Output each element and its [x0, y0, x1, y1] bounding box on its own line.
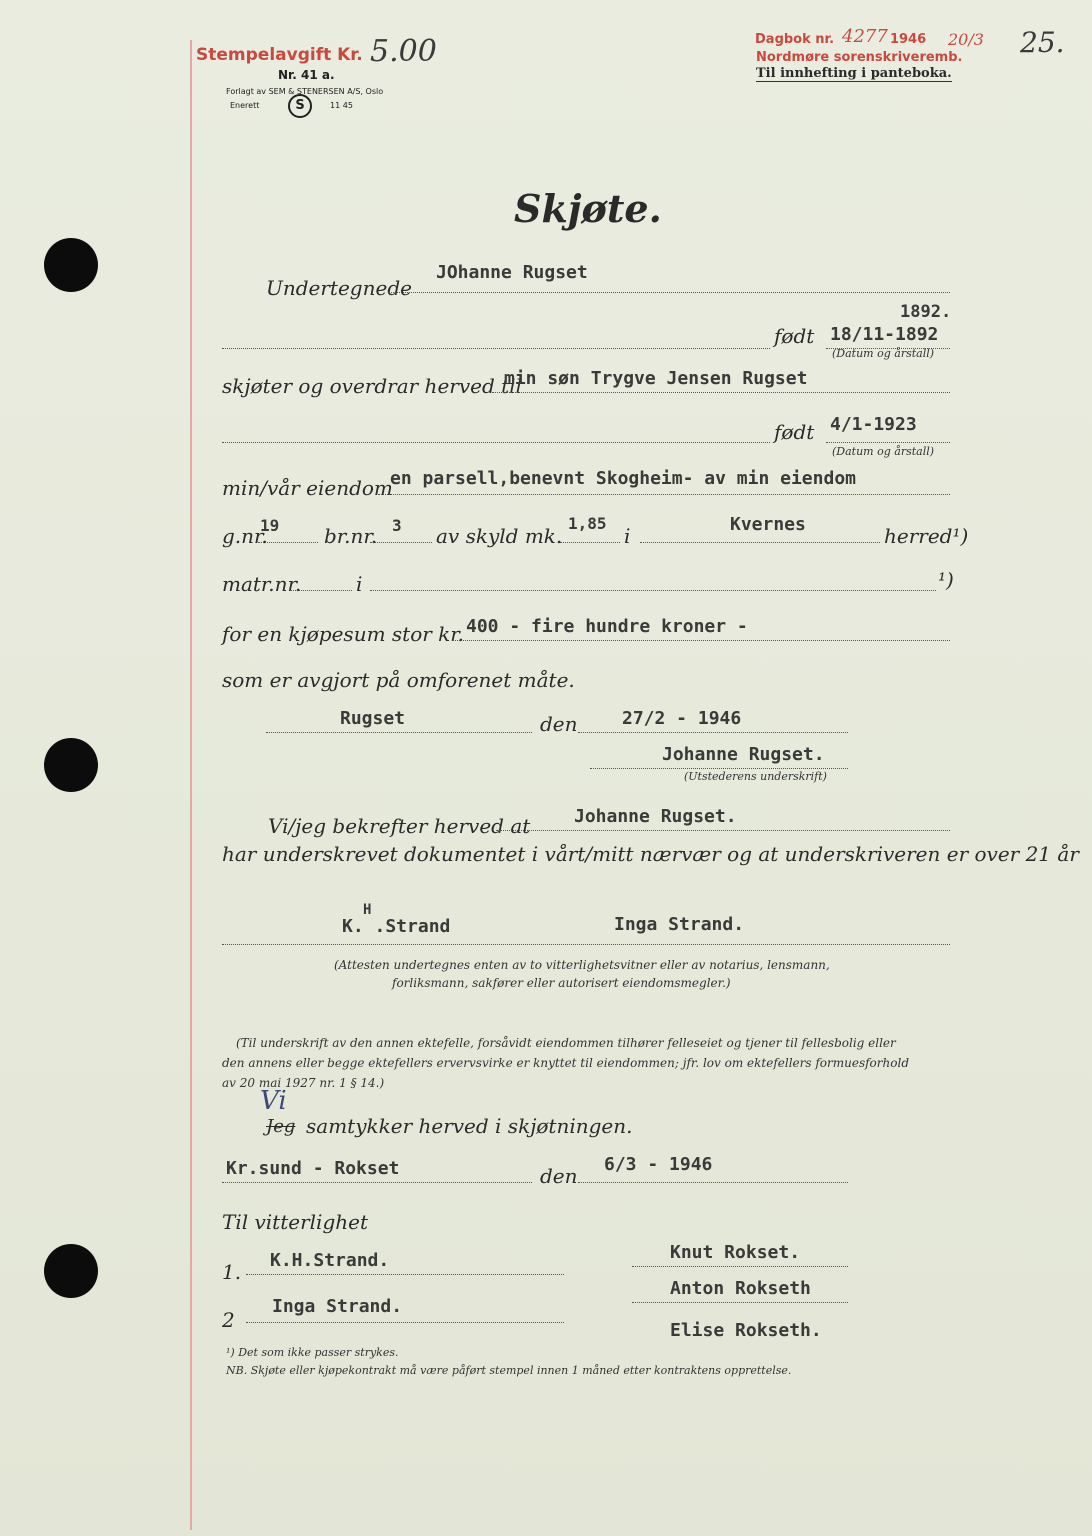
- dotted-line: [246, 1322, 564, 1323]
- seller-born-label: født: [774, 324, 815, 348]
- witness-number-1: 1.: [222, 1260, 242, 1284]
- dotted-line: [826, 442, 950, 443]
- i-label: i: [624, 524, 631, 548]
- property-value: en parsell,benevnt Skogheim- av min eiendom: [390, 468, 856, 489]
- consent-correction: Vi: [260, 1086, 287, 1116]
- brnr-label: br.nr.: [324, 524, 378, 548]
- dotted-line: [246, 1274, 564, 1275]
- signing-den: den: [540, 712, 578, 736]
- property-label: min/vår eiendom: [222, 476, 393, 500]
- signature-hint: (Utstederens underskrift): [684, 770, 827, 783]
- dotted-line: [290, 590, 352, 591]
- attest-label: Vi/jeg bekrefter herved at: [268, 814, 531, 838]
- herred-value: Kvernes: [730, 514, 806, 535]
- dotted-line: [266, 732, 532, 733]
- dotted-line: [632, 1302, 848, 1303]
- buyer-born-value: 4/1-1923: [830, 414, 917, 435]
- seller-born-correction: 1892.: [900, 302, 952, 322]
- price-value: 400 - fire hundre kroner -: [466, 616, 748, 637]
- dotted-line: [632, 1266, 848, 1267]
- date-hint: (Datum og årstall): [832, 445, 935, 458]
- dotted-line: [222, 944, 950, 945]
- transfer-value: min søn Trygve Jensen Rugset: [504, 368, 808, 389]
- signature: Johanne Rugset.: [662, 744, 825, 765]
- dagbok-date: 20/3: [948, 30, 984, 49]
- consent-place: Kr.sund - Rokset: [226, 1158, 400, 1179]
- dotted-line: [370, 590, 936, 591]
- matr-suffix: ¹): [938, 568, 954, 592]
- footnote-2: NB. Skjøte eller kjøpekontrakt må være påført stempel innen 1 måned etter kontraktens opprettelse.: [226, 1364, 792, 1377]
- transfer-label: skjøter og overdrar herved til: [222, 374, 522, 398]
- undertegnede-label: Undertegnede: [266, 276, 412, 300]
- signatory-2: Anton Rokseth: [670, 1278, 811, 1299]
- seller-born-value: 18/11-1892: [830, 324, 939, 345]
- settled-text: som er avgjort på omforenet måte.: [222, 668, 575, 692]
- matr-i-label: i: [356, 572, 363, 596]
- attest-witness2: Inga Strand.: [614, 914, 745, 935]
- stamp-amount: 5.00: [370, 34, 437, 69]
- rights: Enerett: [230, 101, 260, 110]
- attest-witness1-mark: H: [363, 902, 372, 918]
- signatory-1: Knut Rokset.: [670, 1242, 801, 1263]
- dotted-line: [560, 542, 620, 543]
- publisher: Forlagt av SEM & STENERSEN A/S, Oslo: [226, 87, 384, 96]
- witness-2: Inga Strand.: [272, 1296, 403, 1317]
- dotted-line: [222, 442, 770, 443]
- spouse-note-2: den annens eller begge ektefellers ervervsvirke er knyttet til eiendommen; jfr. lov om ektefellers formuesforhold: [222, 1056, 909, 1070]
- consent-den: den: [540, 1164, 578, 1188]
- brnr-value: 3: [392, 516, 402, 535]
- office-name: Nordmøre sorenskriveremb.: [756, 50, 963, 65]
- attest-note-2: forliksmann, sakfører eller autorisert eiendomsmegler.): [392, 976, 731, 990]
- form-number: Nr. 41 a.: [278, 68, 335, 82]
- signatory-3: Elise Rokseth.: [670, 1320, 822, 1341]
- price-label: for en kjøpesum stor kr.: [222, 622, 465, 646]
- date-hint: (Datum og årstall): [832, 347, 935, 360]
- date-code: 11 45: [330, 101, 353, 110]
- dotted-line: [258, 542, 318, 543]
- dotted-line: [640, 542, 880, 543]
- matr-label: matr.nr.: [222, 572, 302, 596]
- stamp-title: Stempelavgift Kr.: [196, 45, 363, 65]
- punch-hole: [44, 1244, 98, 1298]
- skyld-label: av skyld mk.: [436, 524, 563, 548]
- spouse-note-3: av 20 mai 1927 nr. 1 § 14.): [222, 1076, 385, 1090]
- dagbok-number: 4277: [842, 26, 888, 47]
- consent-text: samtykker herved i skjøtningen.: [306, 1114, 633, 1138]
- dotted-line: [452, 640, 950, 641]
- dotted-line: [578, 1182, 848, 1183]
- dotted-line: [496, 830, 950, 831]
- dagbok-time: 25.: [1020, 26, 1065, 59]
- witnesses-label: Til vitterlighet: [222, 1210, 369, 1234]
- consent-struck: Jeg: [266, 1116, 296, 1137]
- punch-hole: [44, 738, 98, 792]
- dotted-line: [388, 292, 950, 293]
- skyld-value: 1,85: [568, 514, 607, 533]
- dotted-line: [378, 494, 950, 495]
- dagbok-label: Dagbok nr.: [755, 32, 835, 47]
- punch-hole: [44, 238, 98, 292]
- page-title: Skjøte.: [514, 186, 662, 231]
- attest-name: Johanne Rugset.: [574, 806, 737, 827]
- signing-date: 27/2 - 1946: [622, 708, 742, 729]
- margin-line: [190, 40, 192, 1530]
- attest-witness1: K. .Strand: [342, 916, 451, 937]
- witness-1: K.H.Strand.: [270, 1250, 390, 1271]
- dotted-line: [492, 392, 950, 393]
- dotted-line: [590, 768, 848, 769]
- consent-date: 6/3 - 1946: [604, 1154, 713, 1175]
- gnr-label: g.nr.: [222, 524, 268, 548]
- buyer-born-label: født: [774, 420, 815, 444]
- dotted-line: [222, 1182, 532, 1183]
- herred-label: herred¹): [884, 524, 969, 548]
- publisher-logo: S: [288, 94, 312, 118]
- spouse-note-1: (Til underskrift av den annen ektefelle, forsåvidt eiendommen tilhører felleseiet og tjener til fellesbolig eller: [236, 1036, 896, 1050]
- undertegnede-value: JOhanne Rugset: [436, 262, 588, 283]
- instruction: Til innhefting i panteboka.: [756, 66, 952, 81]
- witness-number-2: 2: [222, 1308, 235, 1332]
- attest-note-1: (Attesten undertegnes enten av to vitterlighetsvitner eller av notarius, lensmann,: [334, 958, 830, 972]
- dotted-line: [222, 348, 770, 349]
- footnote-1: ¹) Det som ikke passer strykes.: [226, 1346, 399, 1359]
- dotted-line: [370, 542, 432, 543]
- signing-place: Rugset: [340, 708, 406, 729]
- attest-sentence: har underskrevet dokumentet i vårt/mitt nærvær og at underskriveren er over 21 år: [222, 842, 1079, 866]
- dagbok-year: 1946: [890, 32, 927, 47]
- dotted-line: [578, 732, 848, 733]
- gnr-value: 19: [260, 516, 280, 535]
